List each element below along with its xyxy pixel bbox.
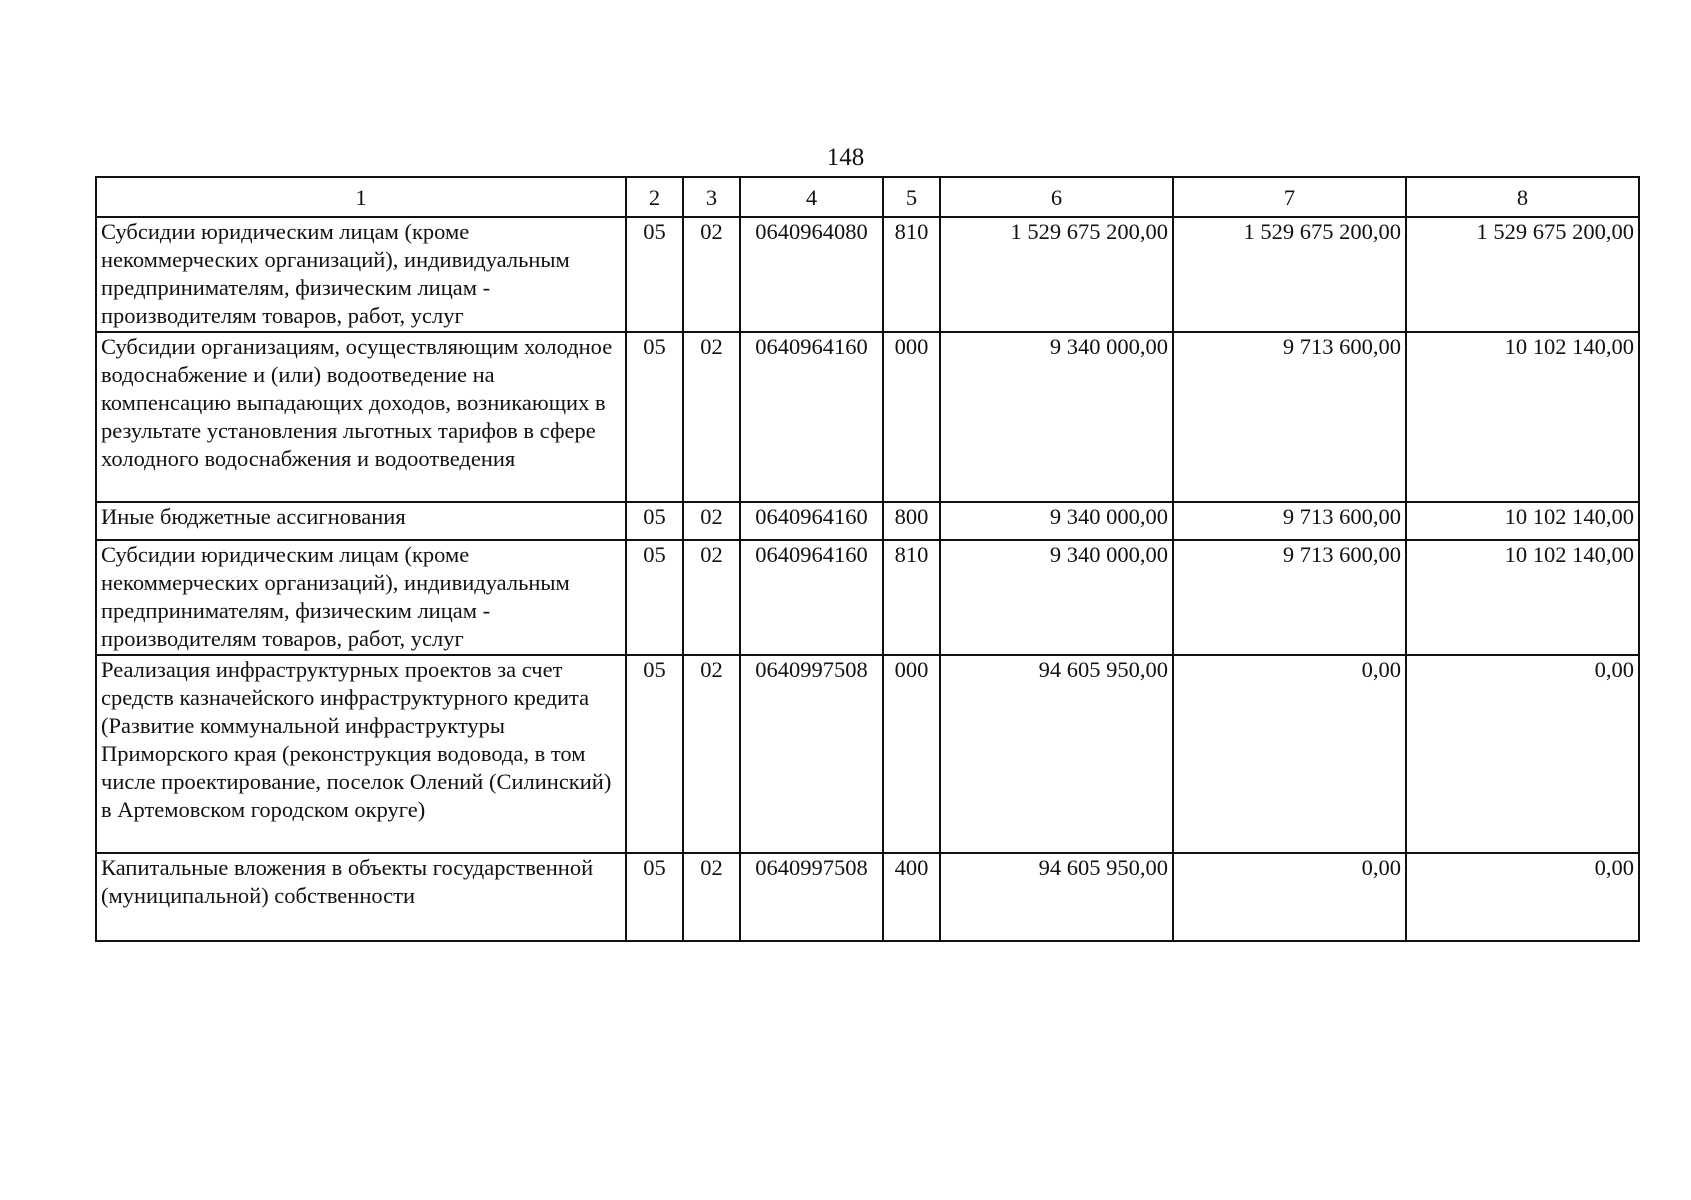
row-name: Реализация инфраструктурных проектов за счет средств казначейского инфраструктурного кредита (Развитие коммунальной инфраструктуры Приморского края (реконструкция водовода, в том числе проектирование, поселок Олений (Силинский) в Артемовском городском округе): [96, 655, 626, 853]
table-row: [96, 502, 1639, 540]
header-cell-3: 3: [683, 177, 740, 217]
row-subsection: 02: [683, 332, 740, 502]
row-expense-type: 000: [883, 655, 940, 853]
row-amount-7: 9 713 600,00: [1173, 332, 1406, 502]
table-row: [96, 217, 1639, 332]
table-row: [96, 332, 1639, 502]
header-cell-4: 4: [740, 177, 883, 217]
row-amount-8: 10 102 140,00: [1406, 540, 1639, 655]
row-target-code: 0640964160: [740, 502, 883, 540]
row-section: 05: [626, 332, 683, 502]
row-expense-type: 400: [883, 853, 940, 941]
row-subsection: 02: [683, 540, 740, 655]
row-amount-7: 0,00: [1173, 853, 1406, 941]
row-amount-6: 1 529 675 200,00: [940, 217, 1173, 332]
row-amount-6: 94 605 950,00: [940, 655, 1173, 853]
row-subsection: 02: [683, 853, 740, 941]
row-section: 05: [626, 655, 683, 853]
row-subsection: 02: [683, 217, 740, 332]
row-name: Капитальные вложения в объекты государственной (муниципальной) собственности: [96, 853, 626, 941]
row-amount-7: 0,00: [1173, 655, 1406, 853]
row-amount-8: 0,00: [1406, 853, 1639, 941]
row-target-code: 0640964080: [740, 217, 883, 332]
row-expense-type: 810: [883, 540, 940, 655]
header-cell-7: 7: [1173, 177, 1406, 217]
table-row: [96, 540, 1639, 655]
row-amount-8: 1 529 675 200,00: [1406, 217, 1639, 332]
row-amount-6: 9 340 000,00: [940, 540, 1173, 655]
row-amount-7: 9 713 600,00: [1173, 540, 1406, 655]
header-cell-8: 8: [1406, 177, 1639, 217]
header-cell-1: 1: [96, 177, 626, 217]
page-number: 148: [826, 144, 865, 171]
row-expense-type: 000: [883, 332, 940, 502]
row-name: Субсидии юридическим лицам (кроме некоммерческих организаций), индивидуальным предпринимателям, физическим лицам - производителям товаров, работ, услуг: [96, 217, 626, 332]
row-amount-6: 94 605 950,00: [940, 853, 1173, 941]
row-amount-7: 9 713 600,00: [1173, 502, 1406, 540]
row-subsection: 02: [683, 502, 740, 540]
row-subsection: 02: [683, 655, 740, 853]
header-row: [96, 177, 1639, 217]
row-amount-8: 10 102 140,00: [1406, 502, 1639, 540]
header-cell-5: 5: [883, 177, 940, 217]
row-amount-8: 10 102 140,00: [1406, 332, 1639, 502]
row-amount-7: 1 529 675 200,00: [1173, 217, 1406, 332]
table-row: [96, 853, 1639, 941]
row-expense-type: 810: [883, 217, 940, 332]
row-target-code: 0640964160: [740, 332, 883, 502]
table-row: [96, 655, 1639, 853]
row-amount-6: 9 340 000,00: [940, 502, 1173, 540]
row-name: Субсидии юридическим лицам (кроме некоммерческих организаций), индивидуальным предпринимателям, физическим лицам - производителям товаров, работ, услуг: [96, 540, 626, 655]
header-cell-6: 6: [940, 177, 1173, 217]
row-name: Иные бюджетные ассигнования: [96, 502, 626, 540]
row-target-code: 0640997508: [740, 655, 883, 853]
row-section: 05: [626, 217, 683, 332]
budget-table: [95, 176, 1640, 942]
row-expense-type: 800: [883, 502, 940, 540]
row-target-code: 0640964160: [740, 540, 883, 655]
row-section: 05: [626, 853, 683, 941]
row-section: 05: [626, 540, 683, 655]
row-name: Субсидии организациям, осуществляющим холодное водоснабжение и (или) водоотведение на компенсацию выпадающих доходов, возникающих в результате установления льготных тарифов в сфере холодного водоснабжения и водоотведения: [96, 332, 626, 502]
header-cell-2: 2: [626, 177, 683, 217]
row-amount-6: 9 340 000,00: [940, 332, 1173, 502]
row-section: 05: [626, 502, 683, 540]
row-amount-8: 0,00: [1406, 655, 1639, 853]
row-target-code: 0640997508: [740, 853, 883, 941]
